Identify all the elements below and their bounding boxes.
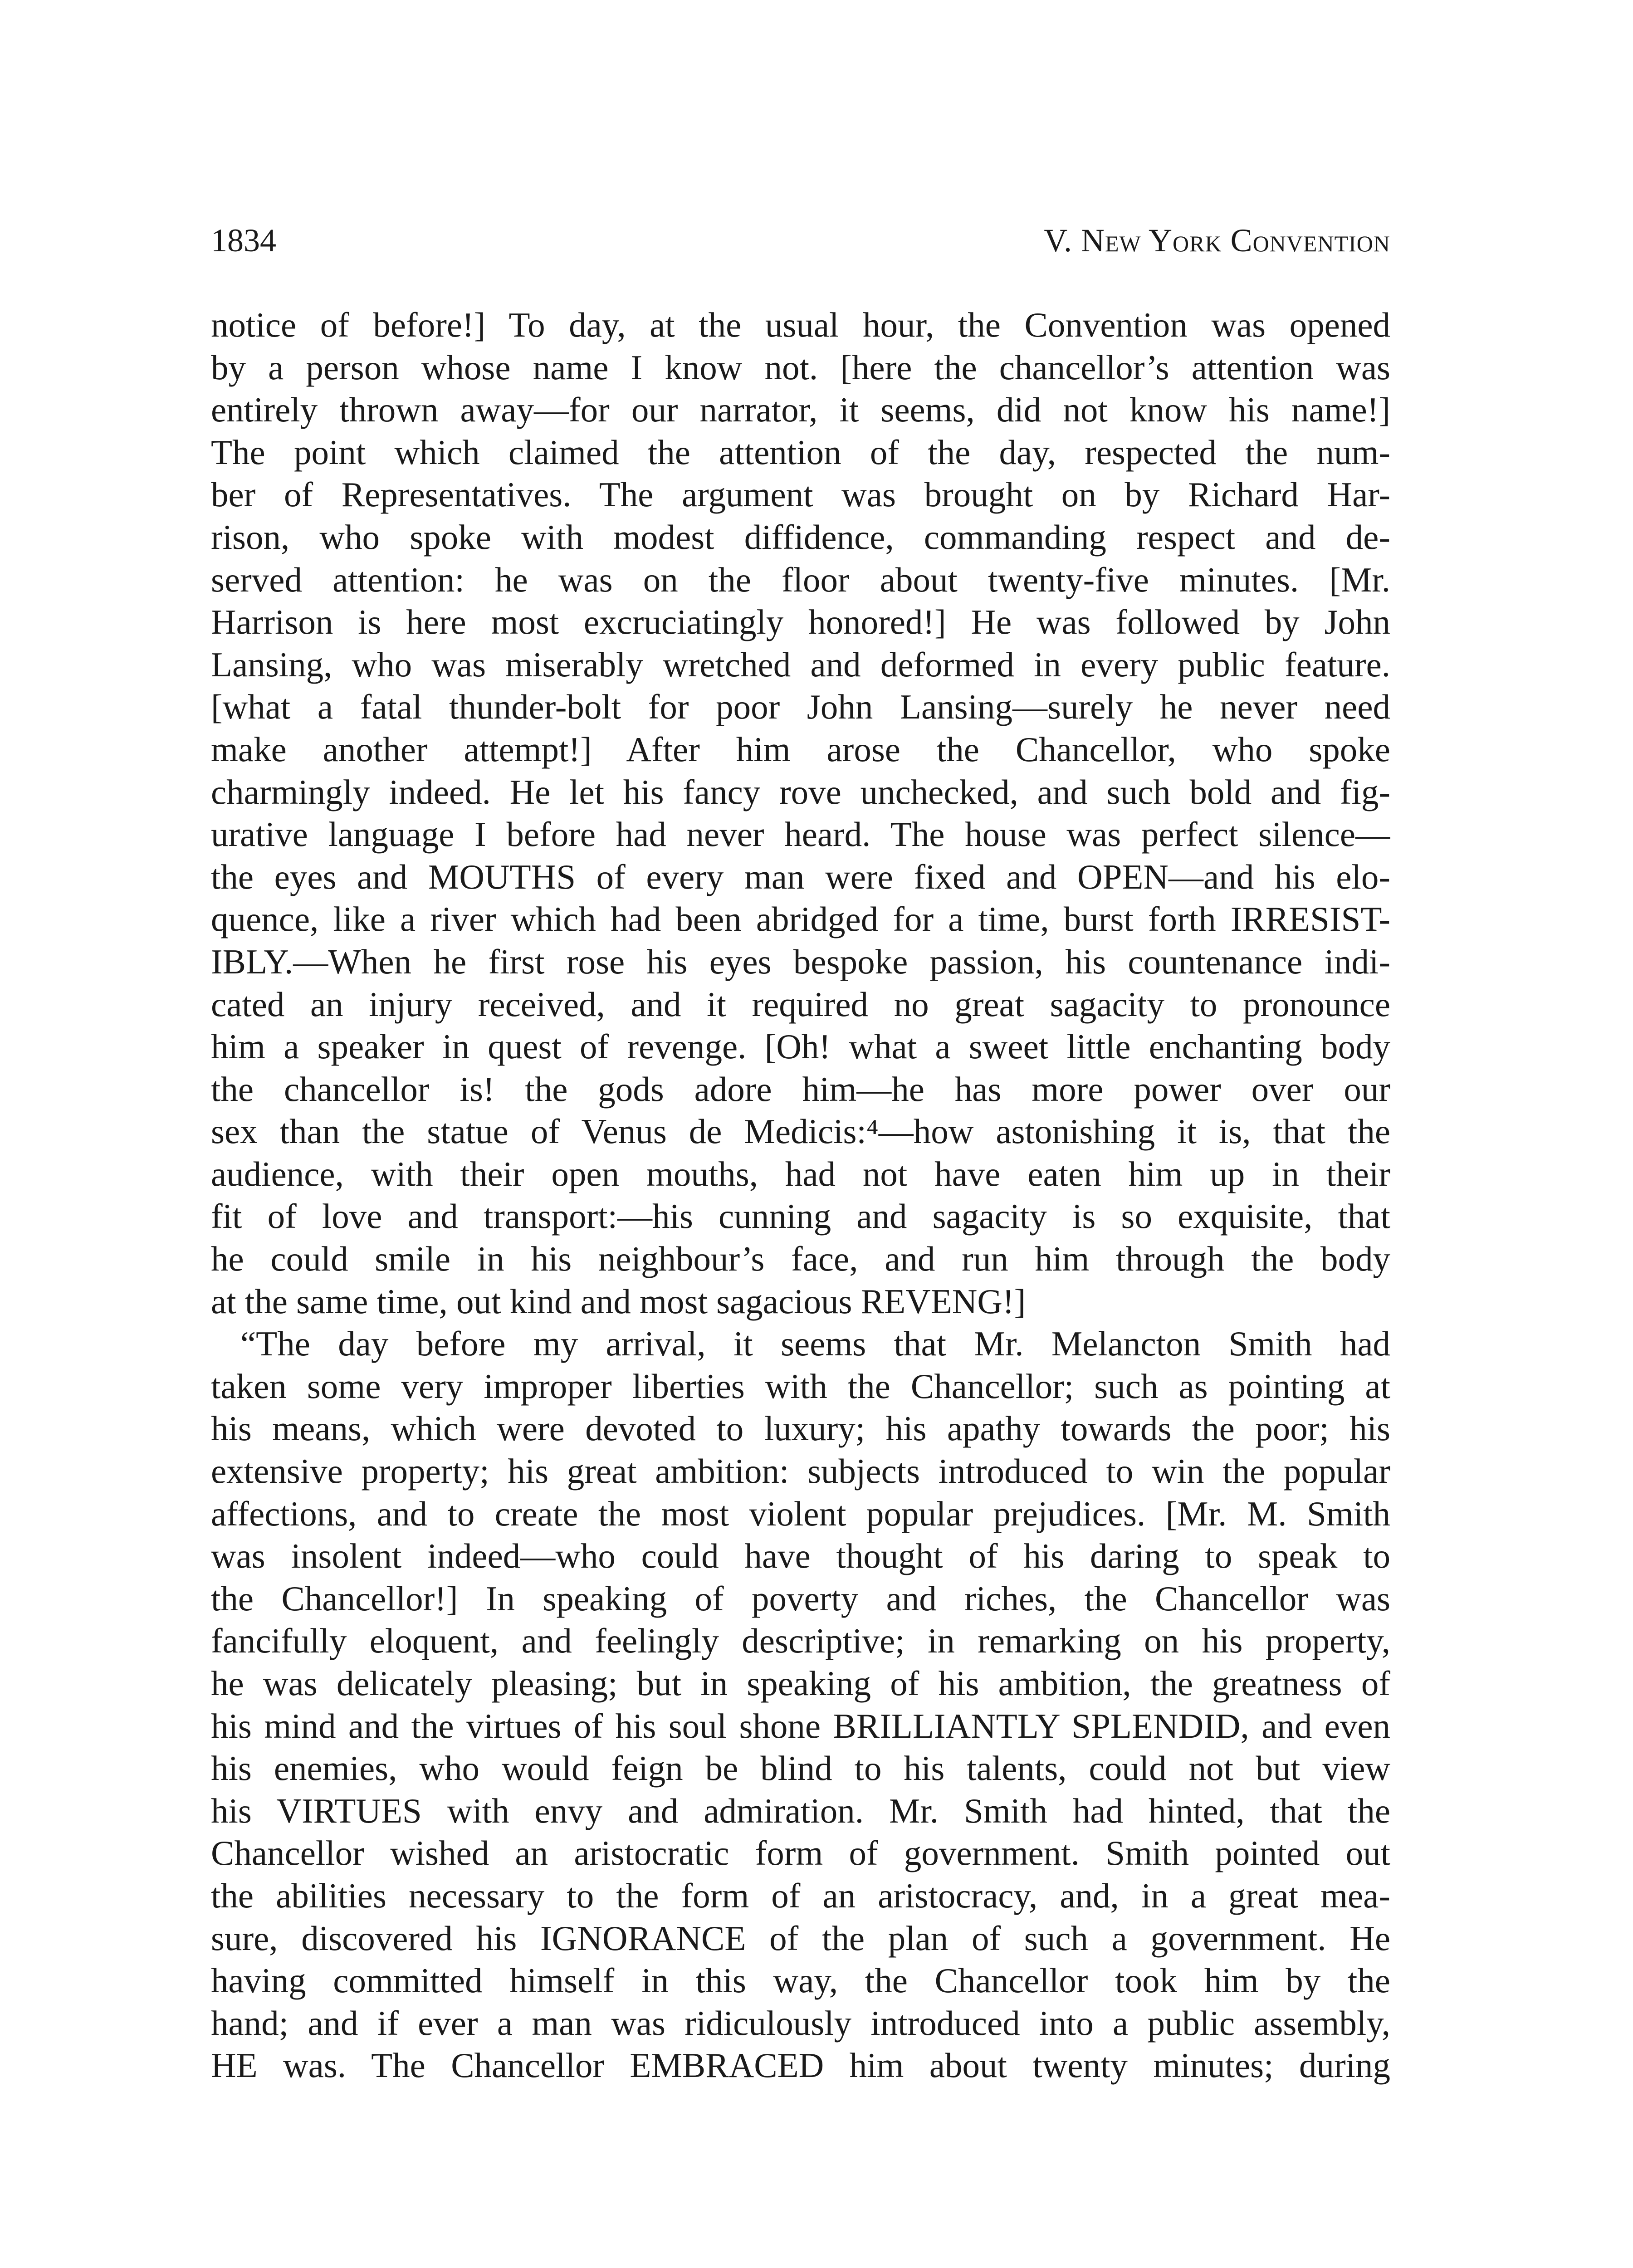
text-line: sex than the statue of Venus de Medicis:⁴—how astonishing it is, that the xyxy=(211,1112,1390,1151)
text-line: he could smile in his neighbour’s face, and run him through the body xyxy=(211,1239,1390,1279)
text-line: ber of Representatives. The argument was brought on by Richard Har- xyxy=(211,475,1390,514)
text-line: entirely thrown away—for our narrator, it seems, did not know his name!] xyxy=(211,390,1390,430)
body-text xyxy=(211,304,1390,2087)
text-line: him a speaker in quest of revenge. [Oh! what a sweet little enchanting body xyxy=(211,1027,1390,1066)
text-line: audience, with their open mouths, had not have eaten him up in their xyxy=(211,1154,1390,1193)
text-line: his means, which were devoted to luxury; his apathy towards the poor; his xyxy=(211,1409,1390,1448)
page-number: 1834 xyxy=(211,222,276,259)
running-title: V. New York Convention xyxy=(1044,222,1390,259)
text-line: charmingly indeed. He let his fancy rove unchecked, and such bold and fig- xyxy=(211,772,1390,811)
text-line: served attention: he was on the floor about twenty-five minutes. [Mr. xyxy=(211,560,1390,599)
text-line: hand; and if ever a man was ridiculously introduced into a public assembly, xyxy=(211,2003,1390,2043)
text-line: was insolent indeed—who could have thought of his daring to speak to xyxy=(211,1536,1390,1576)
text-line: he was delicately pleasing; but in speaking of his ambition, the greatness of xyxy=(211,1664,1390,1703)
text-line: his VIRTUES with envy and admiration. Mr. Smith had hinted, that the xyxy=(211,1791,1390,1830)
text-line: extensive property; his great ambition: subjects introduced to win the popular xyxy=(211,1452,1390,1491)
text-line: The point which claimed the attention of the day, respected the num- xyxy=(211,432,1390,472)
text-line: notice of before!] To day, at the usual hour, the Convention was opened xyxy=(211,305,1390,344)
text-line: rison, who spoke with modest diffidence, commanding respect and de- xyxy=(211,517,1390,557)
text-line: his enemies, who would feign be blind to his talents, could not but view xyxy=(211,1749,1390,1788)
text-line: the eyes and MOUTHS of every man were fixed and OPEN—and his elo- xyxy=(211,857,1390,896)
text-line: make another attempt!] After him arose the Chancellor, who spoke xyxy=(211,729,1390,769)
text-line: having committed himself in this way, the Chancellor took him by the xyxy=(211,1961,1390,2000)
text-line: Harrison is here most excruciatingly honored!] He was followed by John xyxy=(211,602,1390,642)
text-line: fancifully eloquent, and feelingly descriptive; in remarking on his property, xyxy=(211,1621,1390,1661)
text-line: IBLY.—When he first rose his eyes bespoke passion, his countenance indi- xyxy=(211,942,1390,981)
text-line: the abilities necessary to the form of an aristocracy, and, in a great mea- xyxy=(211,1876,1390,1915)
text-line: taken some very improper liberties with the Chancellor; such as pointing at xyxy=(211,1366,1390,1406)
text-line: the Chancellor!] In speaking of poverty and riches, the Chancellor was xyxy=(211,1579,1390,1618)
text-line: Chancellor wished an aristocratic form of government. Smith pointed out xyxy=(211,1833,1390,1873)
text-line: by a person whose name I know not. [here the chancellor’s attention was xyxy=(211,347,1390,387)
text-line: at the same time, out kind and most sagacious REVENG!] xyxy=(211,1281,1026,1321)
text-line: cated an injury received, and it required no great sagacity to pronounce xyxy=(211,984,1390,1024)
text-line: Lansing, who was miserably wretched and deformed in every public feature. xyxy=(211,645,1390,684)
running-head xyxy=(211,213,1390,268)
text-line: his mind and the virtues of his soul shone BRILLIANTLY SPLENDID, and even xyxy=(211,1706,1390,1745)
text-line: quence, like a river which had been abridged for a time, burst forth IRRESIST- xyxy=(211,899,1390,939)
text-line: sure, discovered his IGNORANCE of the plan of such a government. He xyxy=(211,1918,1390,1958)
text-line: affections, and to create the most violent popular prejudices. [Mr. M. Smith xyxy=(211,1494,1390,1533)
text-line: urative language I before had never heard. The house was perfect silence— xyxy=(211,815,1390,854)
text-line: fit of love and transport:—his cunning and sagacity is so exquisite, that xyxy=(211,1197,1390,1236)
text-line: [what a fatal thunder-bolt for poor John Lansing—surely he never need xyxy=(211,687,1390,727)
text-line: “The day before my arrival, it seems that Mr. Melancton Smith had xyxy=(240,1324,1390,1364)
text-line: the chancellor is! the gods adore him—he has more power over our xyxy=(211,1069,1390,1109)
text-line: HE was. The Chancellor EMBRACED him about twenty minutes; during xyxy=(211,2046,1390,2085)
